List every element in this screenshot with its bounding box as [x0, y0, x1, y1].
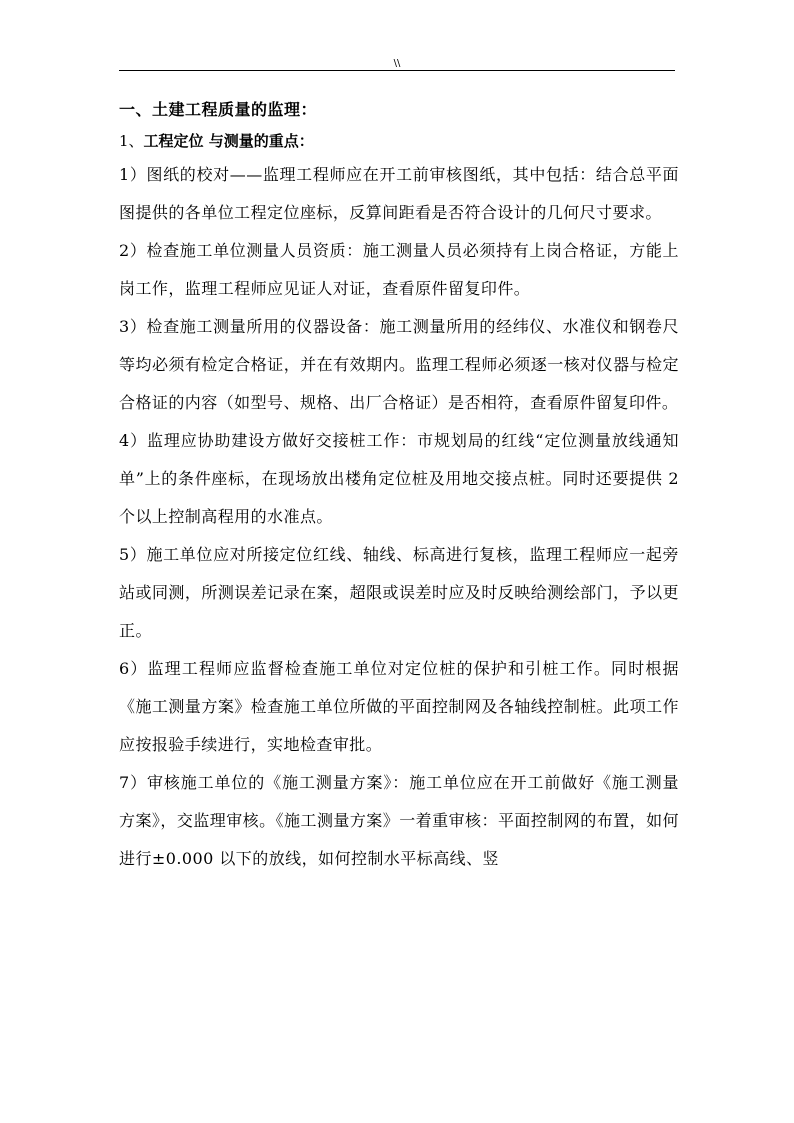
paragraph-2: 2）检查施工单位测量人员资质：施工测量人员必须持有上岗合格证，方能上岗工作，监理工程师应见证人对证，查看原件留复印件。: [119, 241, 679, 298]
document-body: [119, 100, 679, 878]
section-title: 一、土建工程质量的监理：: [119, 100, 318, 119]
page-header-mark: \\: [393, 58, 401, 69]
paragraph-3: 3）检查施工测量所用的仪器设备：施工测量所用的经纬仪、水准仪和钢卷尺等均必须有检定合格证，并在有效期内。监理工程师必须逐一核对仪器与检定合格证的内容（如型号、规格、出厂合格证）是否相符，查看原件留复印件。: [119, 317, 679, 412]
paragraph-4: 4）监理应协助建设方做好交接桩工作：市规划局的红线“定位测量放线通知单”上的条件座标，在现场放出楼角定位桩及用地交接点桩。同时还要提供 2 个以上控制高程用的水准点。: [119, 431, 679, 526]
header-divider: [119, 70, 675, 71]
paragraph-6: 6）监理工程师应监督检查施工单位对定位桩的保护和引桩工作。同时根据《施工测量方案》检查施工单位所做的平面控制网及各轴线控制桩。此项工作应按报验手续进行，实地检查审批。: [119, 659, 679, 754]
sub-title: [119, 132, 679, 150]
sub-title-text: 工程定位 与测量的重点：: [143, 132, 314, 150]
paragraph-1: 1）图纸的校对——监理工程师应在开工前审核图纸，其中包括：结合总平面图提供的各单位工程定位座标，反算间距看是否符合设计的几何尺寸要求。: [119, 165, 679, 222]
sub-title-number: 1、: [119, 132, 144, 150]
paragraph-5: 5）施工单位应对所接定位红线、轴线、标高进行复核，监理工程师应一起旁站或同测，所测误差记录在案，超限或误差时应及时反映给测绘部门，予以更正。: [119, 545, 679, 640]
paragraph-7: 7）审核施工单位的《施工测量方案》：施工单位应在开工前做好《施工测量方案》，交监理审核。《施工测量方案》一着重审核：平面控制网的布置，如何进行±0.000 以下的放线，如何控制水平标高线、竖: [119, 773, 679, 868]
